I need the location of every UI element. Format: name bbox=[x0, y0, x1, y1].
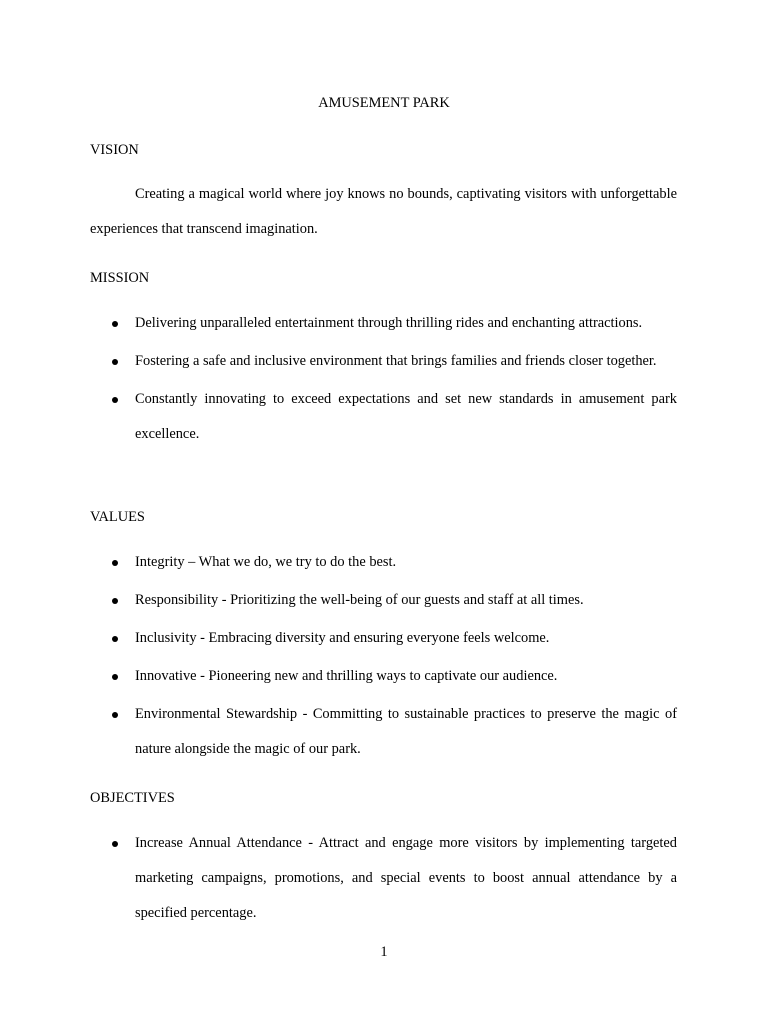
list-item-text: Delivering unparalleled entertainment through thrilling rides and enchanting attractions. bbox=[135, 315, 643, 331]
mission-list bbox=[135, 306, 677, 455]
list-item-text: Fostering a safe and inclusive environment that brings families and friends closer together. bbox=[135, 353, 657, 369]
bullet-icon bbox=[112, 359, 118, 365]
bullet-icon bbox=[112, 674, 118, 680]
list-item-text: Innovative - Pioneering new and thrilling ways to captivate our audience. bbox=[135, 668, 558, 684]
list-item-text: Environmental Stewardship - Committing to sustainable practices to preserve the magic of nature alongside the magic of our park. bbox=[135, 706, 677, 757]
list-item-text: Increase Annual Attendance - Attract and engage more visitors by implementing targeted marketing campaigns, promotions, and special events to boost annual attendance by a specified percentage. bbox=[135, 835, 677, 921]
document-title: AMUSEMENT PARK bbox=[318, 95, 450, 111]
list-item bbox=[135, 659, 677, 694]
objectives-list bbox=[135, 826, 677, 934]
bullet-icon bbox=[112, 560, 118, 566]
vision-paragraph: Creating a magical world where joy knows no bounds, captivating visitors with unforgettable experiences that transcend imagination. bbox=[90, 186, 677, 237]
list-item-text: Integrity – What we do, we try to do the best. bbox=[135, 554, 397, 570]
list-item-text: Responsibility - Prioritizing the well-being of our guests and staff at all times. bbox=[135, 592, 584, 608]
list-item-text: Constantly innovating to exceed expectations and set new standards in amusement park excellence. bbox=[135, 391, 677, 442]
bullet-icon bbox=[112, 841, 118, 847]
list-item bbox=[135, 583, 677, 618]
values-heading: VALUES bbox=[90, 509, 145, 525]
bullet-icon bbox=[112, 321, 118, 327]
objectives-heading: OBJECTIVES bbox=[90, 790, 175, 806]
bullet-icon bbox=[112, 712, 118, 718]
bullet-icon bbox=[112, 636, 118, 642]
list-item bbox=[135, 826, 677, 931]
list-item bbox=[135, 545, 677, 580]
list-item bbox=[135, 344, 677, 379]
list-item bbox=[135, 621, 677, 656]
list-item bbox=[135, 382, 677, 452]
list-item bbox=[135, 306, 677, 341]
bullet-icon bbox=[112, 598, 118, 604]
page-number: 1 bbox=[380, 944, 388, 960]
bullet-icon bbox=[112, 397, 118, 403]
list-item-text: Inclusivity - Embracing diversity and ensuring everyone feels welcome. bbox=[135, 630, 550, 646]
vision-heading: VISION bbox=[90, 142, 139, 158]
list-item bbox=[135, 697, 677, 767]
mission-heading: MISSION bbox=[90, 270, 150, 286]
values-list bbox=[135, 545, 677, 770]
